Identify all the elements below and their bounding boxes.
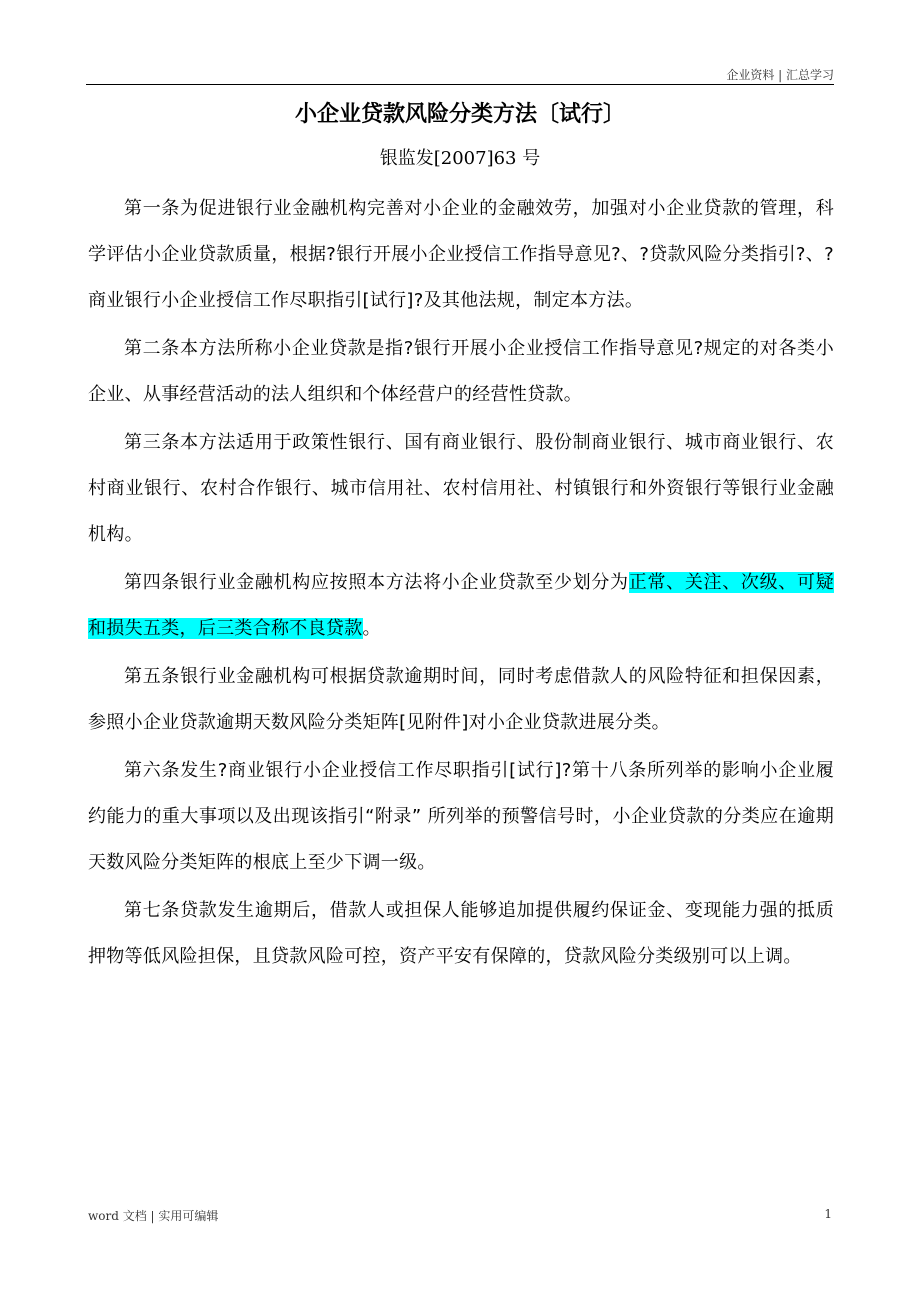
article-4 bbox=[88, 560, 834, 652]
article-7: 第七条贷款发生逾期后，借款人或担保人能够追加提供履约保证金、变现能力强的抵质押物等低风险担保，且贷款风险可控，资产平安有保障的，贷款风险分类级别可以上调。 bbox=[88, 900, 834, 967]
article-5: 第五条银行业金融机构可根据贷款逾期时间，同时考虑借款人的风险特征和担保因素，参照小企业贷款逾期天数风险分类矩阵[见附件]对小企业贷款进展分类。 bbox=[88, 666, 834, 733]
article-4-end: 。 bbox=[362, 618, 381, 639]
article-1: 第一条为促进银行业金融机构完善对小企业的金融效劳，加强对小企业贷款的管理，科学评估小企业贷款质量，根据?银行开展小企业授信工作指导意见?、?贷款风险分类指引?、?商业银行小企业授信工作尽职指引[试行]?及其他法规，制定本方法。 bbox=[88, 198, 834, 311]
article-2: 第二条本方法所称小企业贷款是指?银行开展小企业授信工作指导意见?规定的对各类小企业、从事经营活动的法人组织和个体经营户的经营性贷款。 bbox=[88, 338, 834, 405]
document-title: 小企业贷款风险分类方法〔试行〕 bbox=[294, 102, 625, 127]
article-4-text: 第四条银行业金融机构应按照本方法将小企业贷款至少划分为 bbox=[124, 572, 629, 593]
header-divider bbox=[86, 84, 834, 85]
page-footer: word 文档 | 实用可编辑 bbox=[88, 1209, 219, 1223]
highlighted-classification: 正常、关注、次级、可疑和损失五类，后三类合称不良贷款 bbox=[88, 572, 834, 639]
article-6: 第六条发生?商业银行小企业授信工作尽职指引[试行]?第十八条所列举的影响小企业履约能力的重大事项以及出现该指引“附录” 所列举的预警信号时，小企业贷款的分类应在逾期天数风险分类矩阵的根底上至少下调一级。 bbox=[88, 760, 834, 873]
page-number: 1 bbox=[824, 1207, 832, 1221]
document-number: 银监发[2007]63 号 bbox=[379, 148, 541, 169]
page-header: 企业资料 | 汇总学习 bbox=[726, 68, 834, 82]
article-3: 第三条本方法适用于政策性银行、国有商业银行、股份制商业银行、城市商业银行、农村商业银行、农村合作银行、城市信用社、农村信用社、村镇银行和外资银行等银行业金融机构。 bbox=[88, 432, 834, 545]
document-body bbox=[88, 186, 834, 982]
